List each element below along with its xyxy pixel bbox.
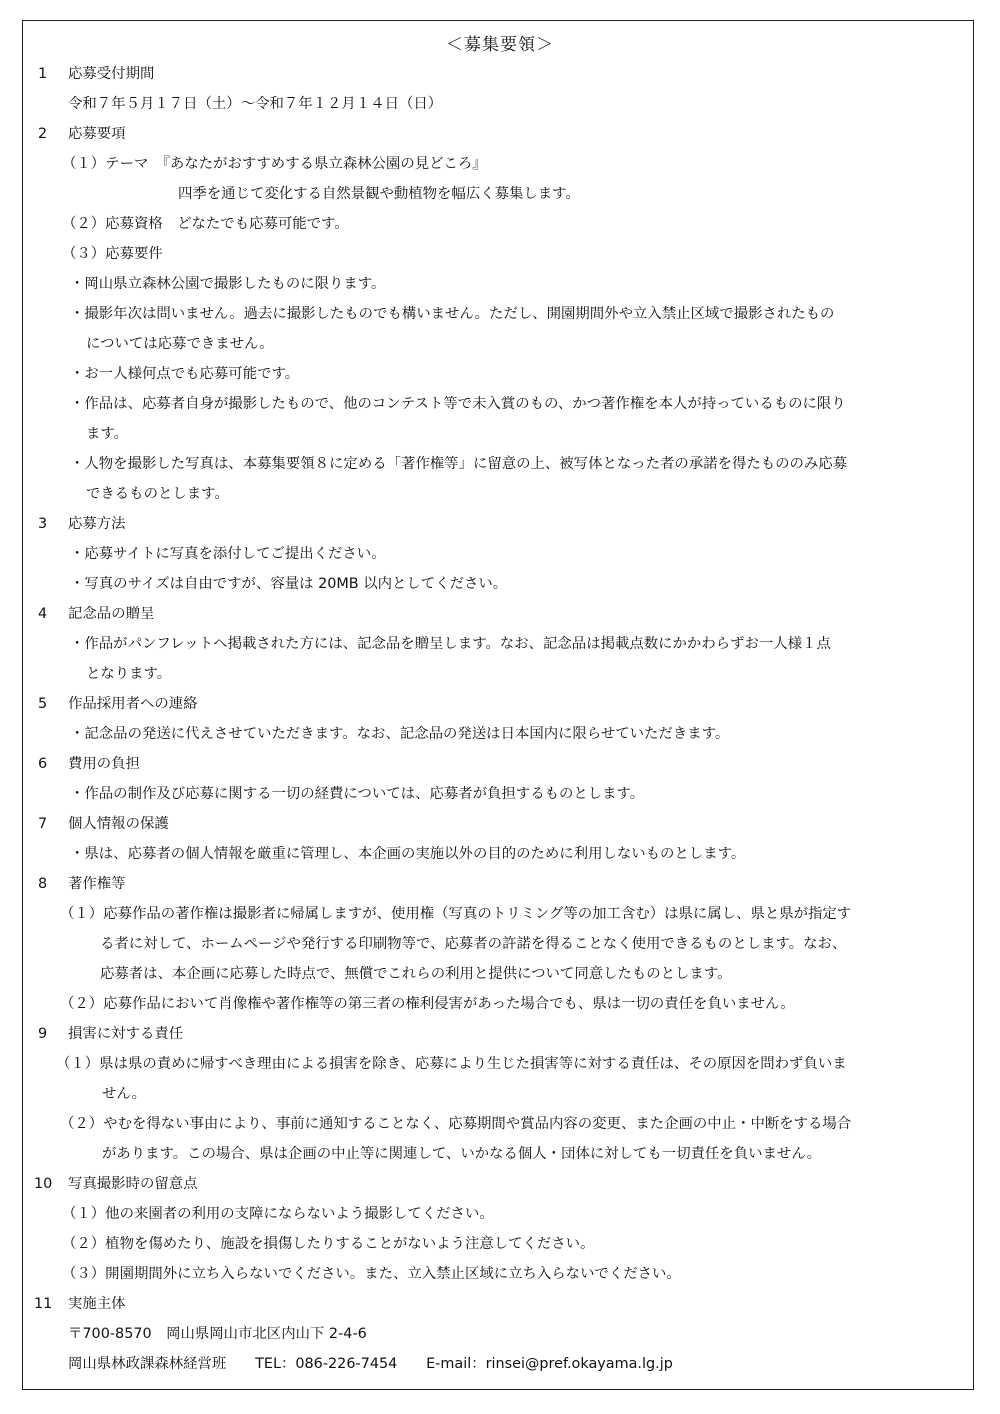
body-line: （１）他の来園者の利用の支障にならないよう撮影してください。 xyxy=(62,1206,494,1222)
body-line: 令和７年５月１７日（土）～令和７年１２月１４日（日） xyxy=(68,96,443,112)
section-heading: 実施主体 xyxy=(68,1296,126,1312)
body-line: ・応募サイトに写真を添付してご提出ください。 xyxy=(70,546,386,562)
body-line: 岡山県林政課森林経営班 TEL：086-226-7454 E-mail：rinsei@pref.okayama.lg.jp xyxy=(68,1356,673,1372)
body-line: ・撮影年次は問いません。過去に撮影したものでも構いません。ただし、開園期間外や立入禁止区域で撮影されたもの xyxy=(70,306,835,322)
body-line: る者に対して、ホームページや発行する印刷物等で、応募者の許諾を得ることなく使用できるものとします。なお、 xyxy=(100,936,847,952)
section-number: 9 xyxy=(38,1026,48,1042)
section-number: 11 xyxy=(34,1296,53,1312)
body-line: （３）開園期間外に立ち入らないでください。また、立入禁止区域に立ち入らないでください。 xyxy=(62,1266,681,1282)
section-number: 1 xyxy=(38,66,48,82)
body-line: ・岡山県立森林公園で撮影したものに限ります。 xyxy=(70,276,386,292)
section-heading: 費用の負担 xyxy=(68,756,140,772)
section-heading: 写真撮影時の留意点 xyxy=(68,1176,198,1192)
body-line: については応募できません。 xyxy=(86,336,274,352)
section-number: 3 xyxy=(38,516,48,532)
section-number: 8 xyxy=(38,876,48,892)
section-heading: 応募受付期間 xyxy=(68,66,155,82)
body-line: があります。この場合、県は企画の中止等に関連して、いかなる個人・団体に対しても一切責任を負いません。 xyxy=(102,1146,821,1162)
section-number: 6 xyxy=(38,756,48,772)
body-line: できるものとします。 xyxy=(86,486,229,502)
body-line: ・記念品の発送に代えさせていただきます。なお、記念品の発送は日本国内に限らせていただきます。 xyxy=(70,726,730,742)
body-line: となります。 xyxy=(86,666,172,682)
body-line: （１）県は県の責めに帰すべき理由による損害を除き、応募により生じた損害等に対する責任は、その原因を問わず負いま xyxy=(56,1056,847,1072)
body-line: ・写真のサイズは自由ですが、容量は 20MB 以内としてください。 xyxy=(70,576,508,592)
body-line: （２）やむを得ない事由により、事前に通知することなく、応募期間や賞品内容の変更、また企画の中止・中断をする場合 xyxy=(60,1116,852,1132)
section-number: 2 xyxy=(38,126,48,142)
body-line: ・作品は、応募者自身が撮影したもので、他のコンテスト等で未入賞のもの、かつ著作権を本人が持っているものに限り xyxy=(70,396,846,412)
body-line: ます。 xyxy=(86,426,129,442)
body-line: ・人物を撮影した写真は、本募集要領８に定める「著作権等」に留意の上、被写体となった者の承諾を得たもののみ応募 xyxy=(70,456,848,472)
section-number: 7 xyxy=(38,816,48,832)
section-heading: 作品採用者への連絡 xyxy=(68,696,198,712)
body-line: （１）テーマ 『あなたがおすすめする県立森林公園の見どころ』 xyxy=(62,156,487,172)
section-heading: 著作権等 xyxy=(68,876,126,892)
body-line: 〒700-8570 岡山県岡山市北区内山下 2-4-6 xyxy=(68,1326,367,1342)
section-heading: 応募要項 xyxy=(68,126,126,142)
section-number: 4 xyxy=(38,606,48,622)
body-line: ・県は、応募者の個人情報を厳重に管理し、本企画の実施以外の目的のために利用しないものとします。 xyxy=(70,846,746,862)
section-heading: 応募方法 xyxy=(68,516,126,532)
body-line: 四季を通じて変化する自然景観や動植物を幅広く募集します。 xyxy=(178,186,580,202)
body-line: 応募者は、本企画に応募した時点で、無償でこれらの利用と提供について同意したものとします。 xyxy=(100,966,732,982)
body-line: （２）応募作品において肖像権や著作権等の第三者の権利侵害があった場合でも、県は一切の責任を負いません。 xyxy=(60,996,795,1012)
section-heading: 記念品の贈呈 xyxy=(68,606,155,622)
section-heading: 個人情報の保護 xyxy=(68,816,169,832)
body-line: （２）植物を傷めたり、施設を損傷したりすることがないよう注意してください。 xyxy=(62,1236,595,1252)
page-title: ＜募集要領＞ xyxy=(446,35,554,55)
section-heading: 損害に対する責任 xyxy=(68,1026,184,1042)
body-line: （２）応募資格 どなたでも応募可能です。 xyxy=(62,216,349,232)
body-line: ・作品がパンフレットへ掲載された方には、記念品を贈呈します。なお、記念品は掲載点数にかかわらずお一人様１点 xyxy=(70,636,831,652)
body-line: せん。 xyxy=(102,1086,147,1102)
body-line: ・作品の制作及び応募に関する一切の経費については、応募者が負担するものとします。 xyxy=(70,786,645,802)
section-number: 5 xyxy=(38,696,48,712)
body-line: （１）応募作品の著作権は撮影者に帰属しますが、使用権（写真のトリミング等の加工含む）は県に属し、県と県が指定す xyxy=(60,906,852,922)
body-line: ・お一人様何点でも応募可能です。 xyxy=(70,366,300,382)
section-number: 10 xyxy=(34,1176,53,1192)
body-line: （３）応募要件 xyxy=(62,246,163,262)
